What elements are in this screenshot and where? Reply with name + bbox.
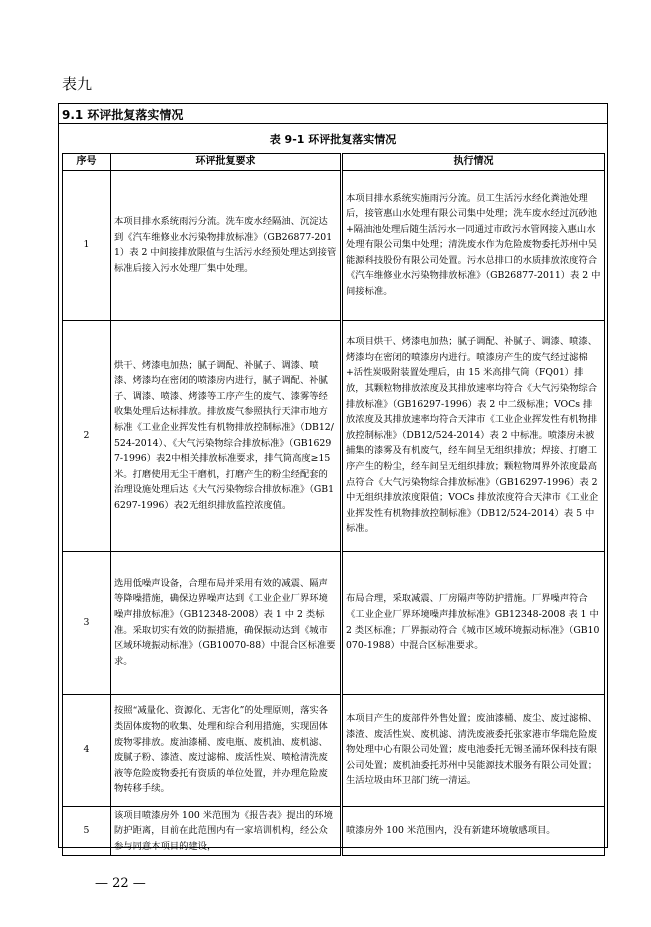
table-row	[63, 320, 605, 551]
row-number: 4	[63, 694, 111, 806]
execution-cell: 本项目烘干、烤漆电加热；腻子调配、补腻子、调漆、喷漆、烤漆均在密闭的喷漆房内进行。喷漆房产生的废气经过滤棉+活性炭吸附装置处理后，由 15 米高排气筒（FQ01）排放，其颗粒物排放浓度及其排放速率均符合《大气污染物综合排放标准》（GB16297-1996）表 2 中二级标准；VOCs 排放浓度及其排放速率均符合天津市《工业企业挥发性有机物排放控制标准》（DB12/524-2014）表 2 中标准。喷漆房未被捕集的漆雾及有机废气，经车间呈无组织排放；焊接、打磨工序产生的粉尘，经车间呈无组织排放；颗粒物周界外浓度最高点符合《大气污染物综合排放标准》（GB16297-1996）表 2 中无组织排放浓度限值；VOCs 排放浓度符合天津市《工业企业挥发性有机物排放控制标准》（DB12/524-2014）表 5 中标准。	[342, 320, 605, 551]
table-row	[63, 551, 605, 694]
page-number: — 22 —	[95, 876, 146, 891]
row-number: 1	[63, 170, 111, 320]
section-title: 9.1 环评批复落实情况	[62, 108, 184, 122]
row-number: 2	[63, 320, 111, 551]
execution-cell: 布局合理，采取减震、厂房隔声等防护措施。厂界噪声符合《工业企业厂界环境噪声排放标准》GB12348-2008 表 1 中 2 类区标准；厂界振动符合《城市区域环境振动标准》（GB10070-1988）中混合区标准要求。	[342, 551, 605, 694]
execution-cell: 本项目产生的废部件外售处置；废油漆桶、废尘、废过滤棉、漆渣、废活性炭、废机滤、清洗废液委托张家港市华瑞危险废物处理中心有限公司处置；废电池委托无锡圣涌环保科技有限公司处置；废机油委托苏州中吴能源技术服务有限公司处置；生活垃圾由环卫部门统一清运。	[342, 694, 605, 806]
table-row	[63, 170, 605, 320]
requirement-cell: 该项目喷漆房外 100 米范围为《报告表》提出的环境防护距离，目前在此范围内有一家培训机构，经公众参与同意本项目的建设，	[111, 806, 342, 856]
column-header-requirement: 环评批复要求	[111, 154, 342, 171]
content-frame	[58, 103, 608, 852]
row-number: 5	[63, 806, 111, 856]
table-caption: 表 9-1 环评批复落实情况	[269, 133, 397, 146]
table-row	[63, 806, 605, 856]
requirement-cell: 本项目排水系统雨污分流。洗车废水经隔油、沉淀达到《汽车维修业水污染物排放标准》（GB26877-2011）表 2 中间接排放限值与生活污水经预处理达到接管标准后接入污水处理厂集中处理。	[111, 170, 342, 320]
section-divider	[59, 123, 607, 124]
requirement-cell: 选用低噪声设备，合理布局并采用有效的减震、隔声等降噪措施，确保边界噪声达到《工业企业厂界环境噪声排放标准》（GB12348-2008）表 1 中 2 类标准。采取切实有效的防振措施，确保振动达到《城市区域环境振动标准》（GB10070-88）中混合区标准要求。	[111, 551, 342, 694]
table-row	[63, 694, 605, 806]
execution-cell: 喷漆房外 100 米范围内，没有新建环境敏感项目。	[342, 806, 605, 856]
page-label: 表九	[62, 75, 93, 93]
compliance-table	[62, 153, 605, 856]
requirement-cell: 烘干、烤漆电加热；腻子调配、补腻子、调漆、喷漆、烤漆均在密闭的喷漆房内进行，腻子调配、补腻子、调漆、喷漆、烤漆等工序产生的废气、漆雾等经收集处理后达标排放。排放废气参照执行天津市地方标准《工业企业挥发性有机物排放控制标准》（DB12/524-2014）、《大气污染物综合排放标准》（GB16297-1996）表2中相关排放标准要求，排气筒高度≥15米。打磨使用无尘干磨机，打磨产生的粉尘经配套的治理设施处理后达《大气污染物综合排放标准》（GB16297-1996）表2无组织排放监控浓度值。	[111, 320, 342, 551]
column-header-number: 序号	[63, 154, 111, 171]
execution-cell: 本项目排水系统实施雨污分流。员工生活污水经化粪池处理后，接管惠山水处理有限公司集中处理；洗车废水经过沉砂池+隔油池处理后随生活污水一同通过市政污水管网接入惠山水处理有限公司集中处理；清洗废水作为危险废物委托苏州中吴能源科技股份有限公司处置。污水总排口的水质排放浓度符合《汽车维修业水污染物排放标准》（GB26877-2011）表 2 中间接标准。	[342, 170, 605, 320]
requirement-cell: 按照“减量化、资源化、无害化”的处理原则，落实各类固体废物的收集、处理和综合利用措施，实现固体废物零排放。废油漆桶、废电瓶、废机油、废机滤、废腻子粉、漆渣、废过滤棉、废活性炭、喷枪清洗废液等危险废物委托有资质的单位处置，并办理危险废物转移手续。	[111, 694, 342, 806]
row-number: 3	[63, 551, 111, 694]
column-header-execution: 执行情况	[342, 154, 605, 171]
table-header-row	[63, 154, 605, 171]
